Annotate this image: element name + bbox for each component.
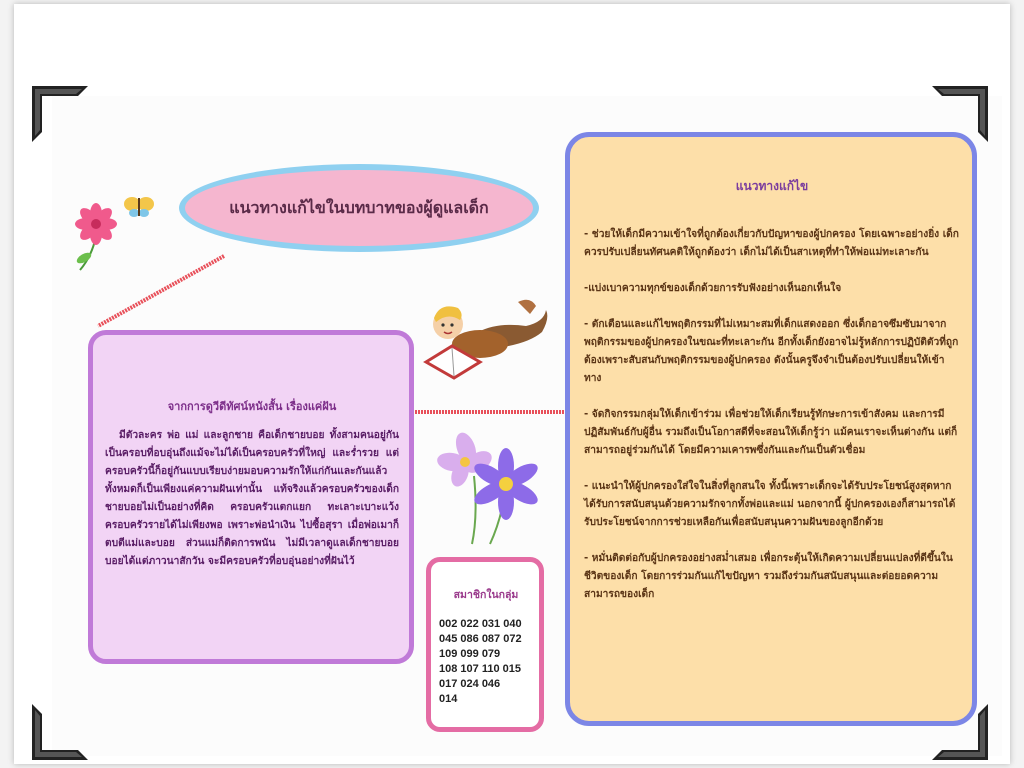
flower-icon (66, 200, 126, 276)
members-heading: สมาชิกในกลุ่ม (453, 589, 519, 601)
photo-corner-icon (32, 86, 88, 142)
reading-boy-illustration (418, 292, 552, 388)
title-oval (179, 164, 539, 252)
solution-item: - หมั่นติดต่อกับผู้ปกครองอย่างสม่ำเสมอ เพื่อกระตุ้นให้เกิดความเปลี่ยนแปลงที่ดีขึ้นในชีวิตของเด็ก โดยการร่วมกันแก้ไขปัญหา รวมถึงร่วมกันสนับสนุนและต่อยอดความสามารถของเด็ก (584, 553, 953, 600)
member-ids-line: 002 022 031 040 (439, 618, 522, 630)
member-ids-line: 108 107 110 015 (439, 663, 521, 675)
page-sheet (14, 4, 1010, 764)
members-box (426, 557, 544, 732)
story-body: มีตัวละคร พ่อ แม่ และลูกชาย คือเด็กชายบอย ทั้งสามคนอยู่กันเป็นครอบที่อบอุ่นถึงแม้จะไม่ได้เป็นครอบครัวที่ใหญ่ และร่ำรวย แต่ครอบครัวนี้ก็อยู่กันแบบเรียบง่ายมอบความรักให้แก่กันและกันแล้วทั้งหมดก็เป็นเพียงแค่ความฝันเท่านั้น แท้จริงแล้วครอบครัวของเด็กชายบอยไม่เป็นอย่างที่คิด ครอบครัวแตกแยก ทะเลาะเบาะแว้งครอบครัวรายได้ไม่เพียงพอ เพราะพ่อนำเงิน ไปซื้อสุรา เมื่อพ่อเมาก็ตบตีแม่และบอย ส่วนแม่ก็ติดการพนัน ไม่มีเวลาดูแลเด็กชายบอย บอยได้แต่ภาวนาสักวัน จะมีครอบครัวที่อบอุ่นอย่างที่ฝันไว้ (105, 430, 399, 567)
member-ids-line: 017 024 046 (439, 678, 501, 690)
member-ids-line: 109 099 079 (439, 648, 501, 660)
members-list (439, 617, 533, 707)
photo-corner-icon (32, 704, 88, 760)
story-heading: จากการดูวีดีทัศน์หนังสั้น เรื่องแค่ฝัน (167, 400, 337, 413)
solution-item: - ช่วยให้เด็กมีความเข้าใจที่ถูกต้องเกี่ยวกับปัญหาของผู้ปกครอง โดยเฉพาะอย่างยิ่ง เด็กควรปรับเปลี่ยนทัศนคติให้ถูกต้องว่า เด็กไม่ได้เป็นสาเหตุที่ทำให้พ่อแม่ทะเลาะกัน (584, 229, 959, 258)
connector-line (402, 404, 572, 420)
butterfly-icon (122, 194, 156, 220)
story-summary-box (88, 330, 414, 664)
solutions-box (565, 132, 977, 726)
solution-item: -แบ่งเบาความทุกข์ของเด็กด้วยการรับฟังอย่างเห็นอกเห็นใจ (584, 283, 842, 294)
cosmos-flower-illustration (432, 426, 542, 546)
solution-item: - แนะนำให้ผู้ปกครองใส่ใจในสิ่งที่ลูกสนใจ ทั้งนี้เพราะเด็กจะได้รับประโยชน์สูงสุดหากได้รับการสนับสนุนด้วยความรักจากทั้งพ่อและแม่ นอกจากนี้ ผู้ปกครองเองก็สามารถได้รับประโยชน์จากการช่วยเหลือกันเพื่อสนับสนุนความฝันของลูกอีกด้วย (584, 481, 956, 528)
map-title: แนวทางแก้ไขในบทบาทของผู้ดูแลเด็ก (229, 197, 489, 217)
solutions-heading: แนวทางแก้ไข (735, 179, 809, 193)
member-ids-line: 045 086 087 072 (439, 633, 522, 645)
member-ids-line: 014 (439, 693, 458, 705)
solution-item: - ตักเตือนและแก้ไขพฤติกรรมที่ไม่เหมาะสมที่เด็กแสดงออก ซึ่งเด็กอาจซึมซับมาจากพฤติกรรมของผู้ปกครองในขณะที่ทะเลาะกัน อีกทั้งเด็กยังอาจไม่รู้หลักการปฏิบัติตัวที่ถูกต้องเพราะสับสนกับพฤติกรรมของผู้ปกครอง ดังนั้นครูจึงจำเป็นต้องปรับเปลี่ยนให้เข้าทาง (584, 319, 959, 384)
solution-item: - จัดกิจกรรมกลุ่มให้เด็กเข้าร่วม เพื่อช่วยให้เด็กเรียนรู้ทักษะการเข้าสังคม และการมีปฏิสัมพันธ์กับผู้อื่น รวมถึงเป็นโอกาสดีที่จะสอนให้เด็กรู้ว่า แม้คนเราจะเห็นต่างกัน แต่ก็สามารถอยู่ร่วมกันได้ โดยมีความเคารพซึ่งกันและกันเป็นตัวเชื่อม (584, 409, 958, 456)
